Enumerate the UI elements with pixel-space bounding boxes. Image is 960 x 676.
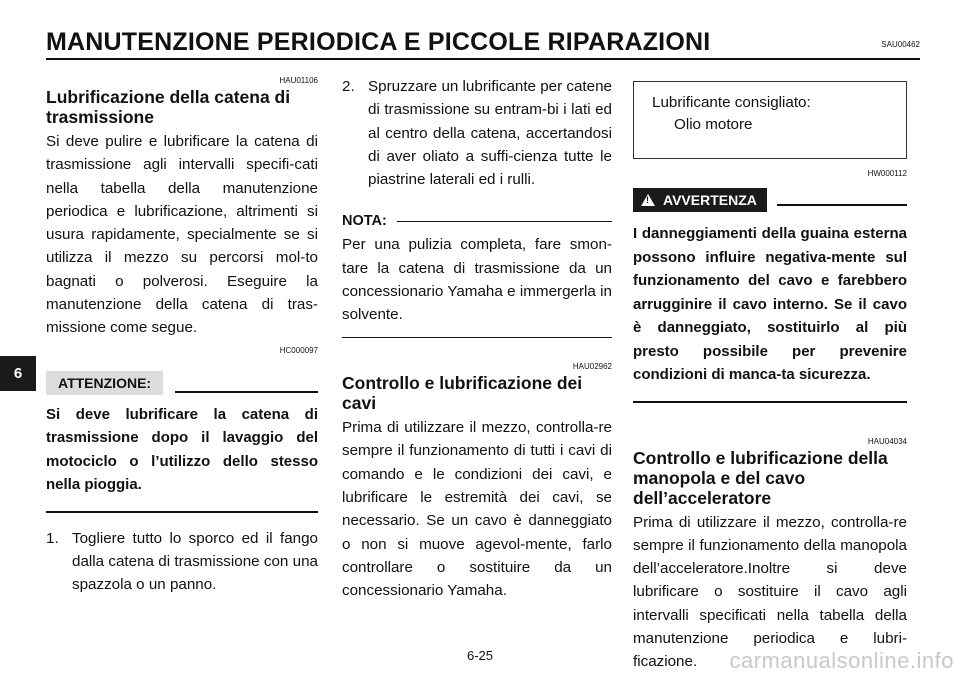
steps-list (46, 527, 318, 597)
title-rule (46, 58, 920, 60)
nota-rule (397, 221, 612, 223)
warning-header (633, 188, 907, 212)
page-number: 6-25 (466, 648, 494, 663)
lubricant-label: Lubrificante consigliato: (652, 94, 811, 111)
step-text: Spruzzare un lubrificante per catene di trasmissione su entram-bi i lati ed al centro della catena, accertandosi di aver oliato a suffi-cienza tutte le piastrine laterali ed i rulli. (368, 78, 612, 189)
paragraph-cables: Prima di utilizzare il mezzo, controlla-re sempre il funzionamento di tutti i cavi di comando e le condizioni dei cavi, e lubrificare le estremità dei cavi, se necessario. Se un cavo è danneggiato o non si muove agevol-mente, farlo controllare o sostituire da un concessionario Yamaha. (342, 419, 612, 600)
lubricant-box (633, 81, 907, 159)
list-item (342, 75, 612, 191)
warning-triangle-icon (641, 194, 655, 206)
column-2 (342, 76, 612, 603)
warning-code: HW000112 (867, 169, 907, 178)
caution-code: HC000097 (279, 345, 318, 355)
watermark: carmanualsonline.info (729, 648, 954, 673)
warning-text: I danneggiamenti della guaina esterna possono influire negativa-mente sul funzionamento del cavo e farebbero arrugginire il cavo interno. Se il cavo è danneggiato, sostituirlo al più presto possibile per prevenire condizioni di manca-ta sicurezza. (633, 225, 907, 383)
page-title: MANUTENZIONE PERIODICA E PICCOLE RIPARAZIONI (46, 28, 711, 56)
section-code: HAU01106 (279, 76, 318, 85)
caution-rule (175, 391, 318, 393)
caution-label: ATTENZIONE: (46, 371, 163, 395)
section-heading-cables: Controllo e lubrificazione dei cavi (342, 373, 583, 414)
list-item (46, 527, 318, 597)
step-text: Togliere tutto lo sporco ed il fango dalla catena di trasmissione con una spazzola o un panno. (72, 529, 318, 594)
paragraph-chain: Si deve pulire e lubrificare la catena di trasmissione agli intervalli specifi-cati nella tabella della manutenzione periodica e lubrificazione, altrimenti si usura rapidamente, specialmente se si utilizza il mezzo su percorsi mol-to bagnati o polverosi. Eseguire la manutenzione della catena di tras-missione come segue. (46, 133, 318, 337)
warning-end-rule (633, 401, 907, 403)
caution-header (46, 371, 318, 395)
column-3 (633, 76, 907, 674)
steps-list (342, 75, 612, 191)
warning-label: AVVERTENZA (663, 192, 757, 208)
page-code: SAU00462 (881, 40, 920, 49)
nota-text: Per una pulizia completa, fare smon-tare la catena di trasmissione da un concessionario Yamaha e immergerla in solvente. (342, 236, 612, 324)
chapter-tab: 6 (0, 356, 36, 391)
nota-header (342, 213, 612, 229)
paragraph-throttle: Prima di utilizzare il mezzo, controlla-re sempre il funzionamento della manopola dell’acceleratore.Inoltre si deve lubrificare o sostituire il cavo agli intervalli specificati nella tabella della manutenzione periodica e lubri-ficazione. (633, 513, 907, 671)
lubricant-value: Olio motore (674, 116, 753, 133)
step-number: 1. (46, 529, 59, 547)
section-code: HAU04034 (867, 436, 907, 446)
caution-end-rule (46, 511, 318, 513)
caution-text: Si deve lubrificare la catena di trasmissione dopo il lavaggio del motociclo o l’utilizzo dello stesso nella pioggia. (46, 405, 318, 494)
warning-rule (777, 204, 907, 206)
step-number: 2. (342, 78, 355, 95)
column-1 (46, 76, 318, 597)
nota-end-rule (342, 337, 612, 339)
section-heading-throttle: Controllo e lubrificazione della manopola e del cavo dell’acceleratore (633, 447, 888, 508)
warning-badge (633, 188, 767, 212)
nota-label: NOTA: (342, 213, 387, 230)
section-code: HAU02962 (572, 362, 612, 372)
section-heading-chain: Lubrificazione della catena di trasmissione (46, 87, 291, 127)
